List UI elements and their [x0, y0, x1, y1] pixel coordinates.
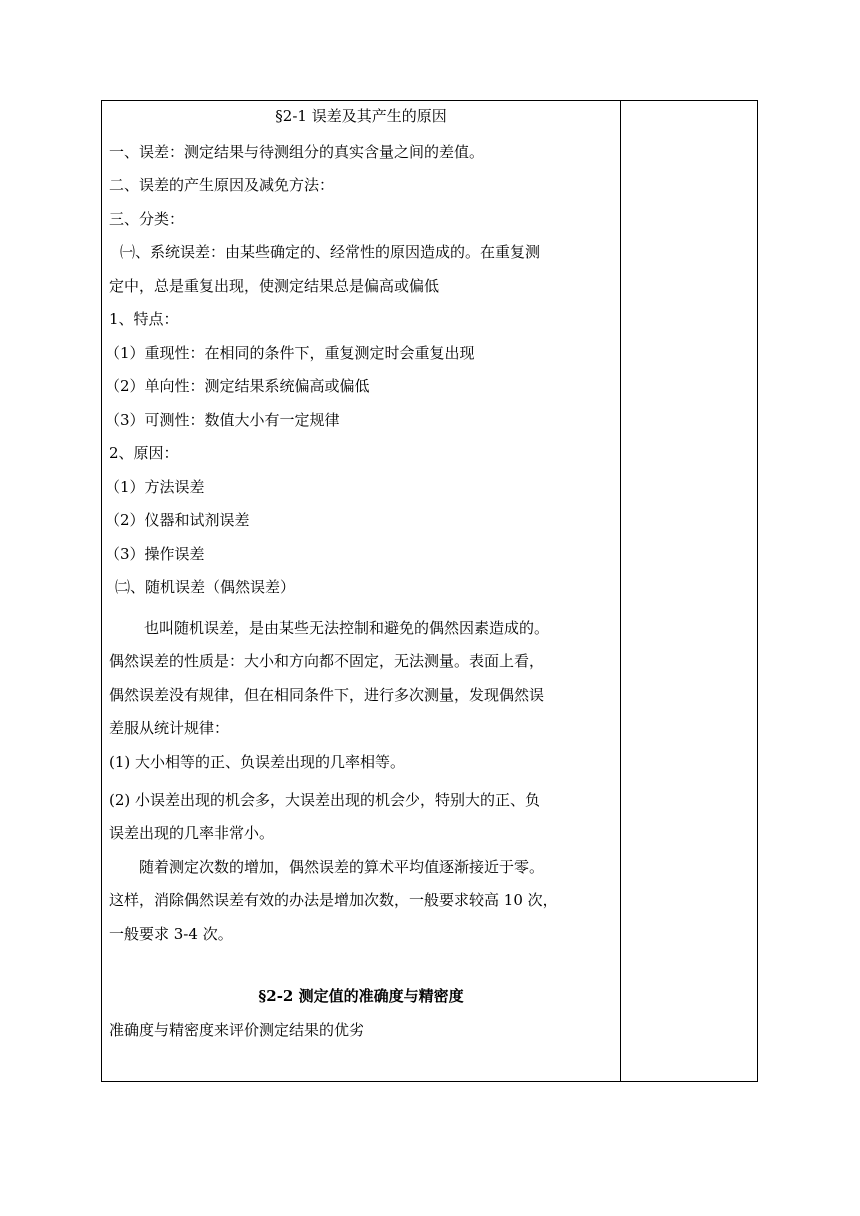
content-cell — [102, 101, 620, 1081]
text-line: 偶然误差的性质是：大小和方向都不固定，无法测量。表面上看， — [109, 652, 545, 670]
text-line: 三、分类： — [109, 210, 185, 228]
text-line: 一般要求 3-4 次。 — [109, 925, 233, 943]
text-line: （2）仪器和试剂误差 — [105, 511, 250, 529]
text-line: （2）单向性：测定结果系统偏高或偏低 — [105, 377, 370, 395]
text-line: 差服从统计规律： — [109, 719, 230, 737]
text-line: (2) 小误差出现的机会多，大误差出现的机会少，特别大的正、负 — [109, 791, 541, 809]
text-line: 随着测定次数的增加，偶然误差的算术平均值逐渐接近于零。 — [139, 858, 545, 876]
text-line: 这样，消除偶然误差有效的办法是增加次数，一般要求较高 10 次， — [109, 891, 558, 909]
text-line: 1、特点： — [109, 310, 179, 328]
section-title: §2-1 误差及其产生的原因 — [275, 107, 447, 125]
document-table — [101, 100, 758, 1082]
text-line: 一、误差：测定结果与待测组分的真实含量之间的差值。 — [109, 143, 485, 161]
text-line: ㈡、随机误差（偶然误差） — [115, 578, 296, 596]
text-line: 定中，总是重复出现，使测定结果总是偏高或偏低 — [109, 277, 440, 295]
text-line: (1) 大小相等的正、负误差出现的几率相等。 — [109, 753, 406, 771]
text-line: 误差出现的几率非常小。 — [109, 824, 275, 842]
text-line: ㈠、系统误差：由某些确定的、经常性的原因造成的。在重复测 — [120, 243, 541, 261]
text-line: （1）方法误差 — [105, 478, 205, 496]
text-line: 2、原因： — [109, 444, 179, 462]
text-line: 准确度与精密度来评价测定结果的优劣 — [109, 1021, 365, 1039]
text-line: 偶然误差没有规律，但在相同条件下，进行多次测量，发现偶然误 — [109, 686, 545, 704]
section-title: §2-2 测定值的准确度与精密度 — [258, 987, 464, 1005]
text-line: 二、误差的产生原因及减免方法： — [109, 176, 335, 194]
text-line: 也叫随机误差，是由某些无法控制和避免的偶然因素造成的。 — [144, 619, 550, 637]
text-line: （3）操作误差 — [105, 545, 205, 563]
notes-cell — [621, 101, 757, 1081]
text-line: （3）可测性：数值大小有一定规律 — [105, 411, 340, 429]
text-line: （1）重现性：在相同的条件下，重复测定时会重复出现 — [105, 344, 475, 362]
